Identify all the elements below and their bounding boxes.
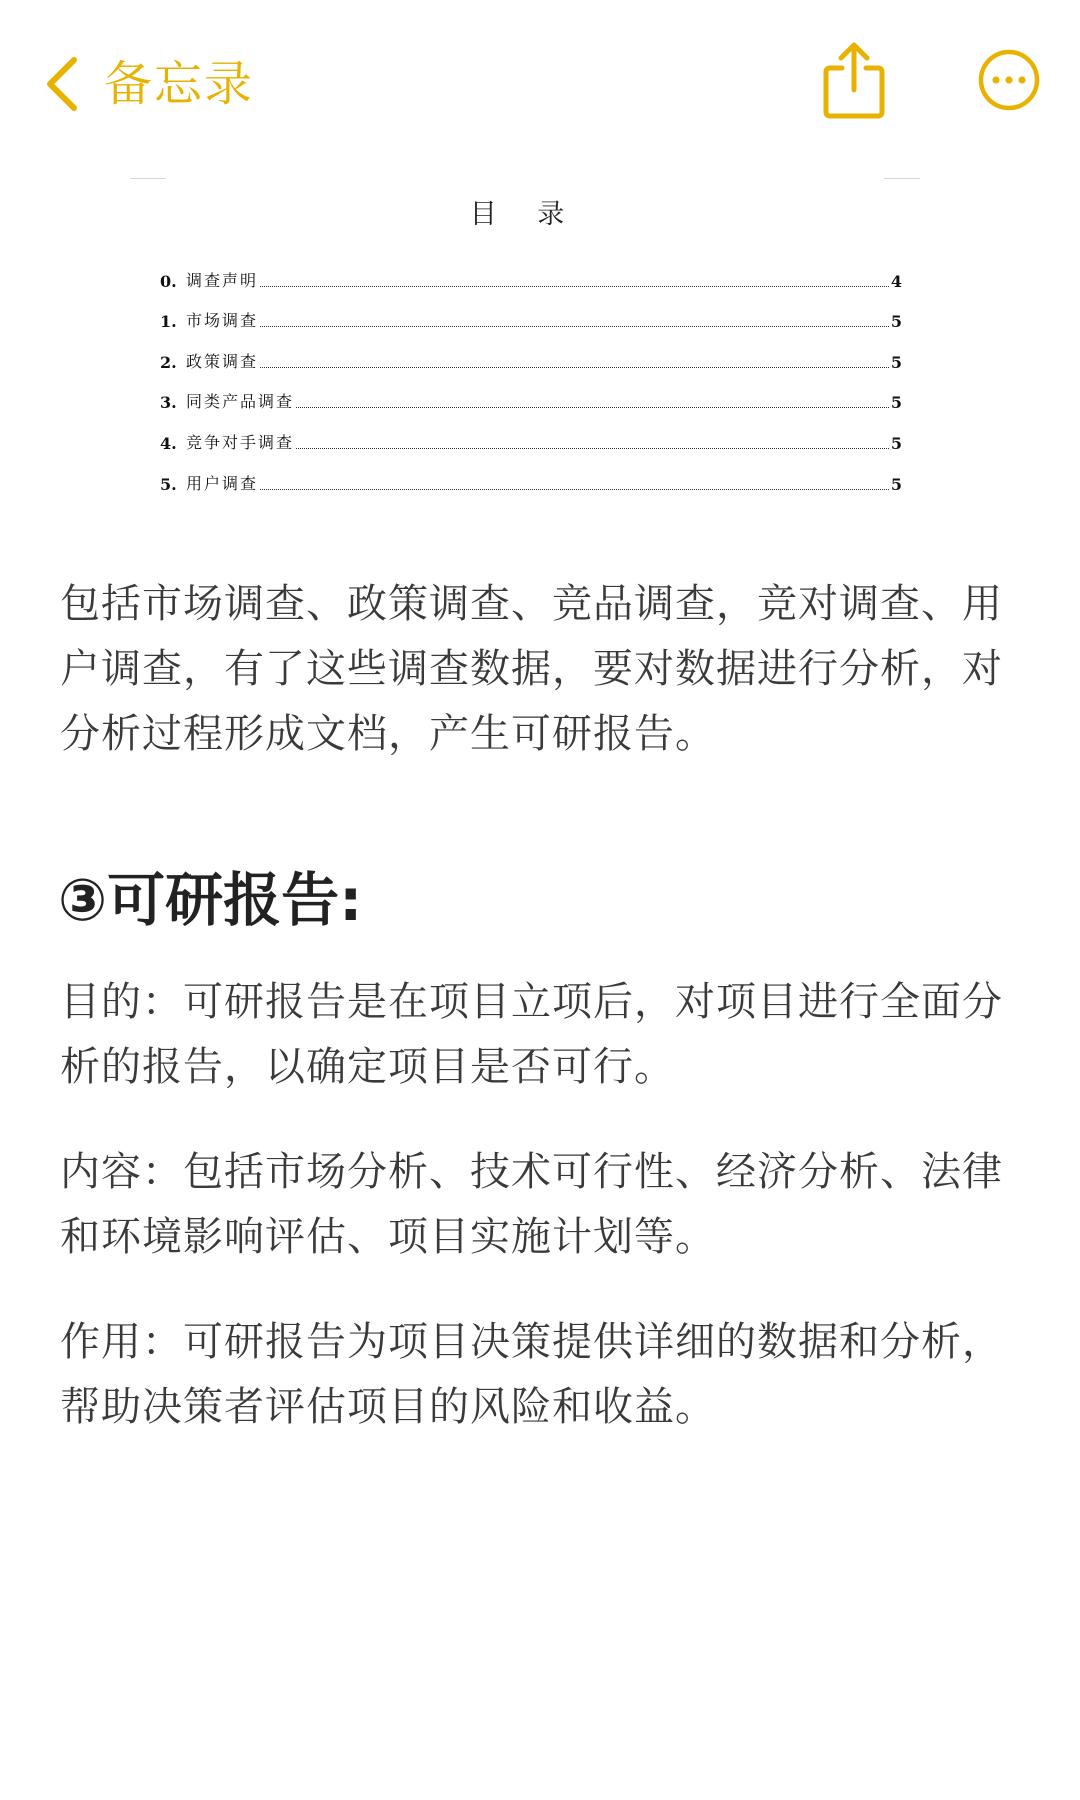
page-edge-mark — [884, 178, 920, 179]
toc-leader-dots — [296, 447, 889, 449]
toc-entry-page: 5 — [890, 312, 902, 332]
back-label: 备忘录 — [104, 56, 255, 112]
toc-entry-number: 1. — [160, 312, 177, 332]
toc-entry-number: 3. — [160, 393, 177, 413]
toc-entry-number: 0. — [160, 271, 177, 291]
toc-entry-label: 调查声明 — [186, 270, 259, 290]
toc-entry-page: 5 — [890, 474, 902, 494]
section-heading: ③可研报告: — [58, 866, 363, 934]
toc-entry — [160, 331, 902, 372]
toc-entry-number: 5. — [160, 474, 177, 494]
toc-title: 目 录 — [469, 199, 581, 230]
toc-entry-page: 5 — [890, 352, 902, 372]
toc-list — [160, 250, 902, 494]
table-of-contents-image — [130, 178, 920, 508]
purpose-paragraph: 目的：可研报告是在项目立项后，对项目进行全面分析的报告，以确定项目是否可行。 — [60, 979, 1003, 1090]
role-paragraph: 作用：可研报告为项目决策提供详细的数据和分析，帮助决策者评估项目的风险和收益。 — [60, 1319, 1003, 1430]
toc-entry-label: 政策调查 — [186, 351, 259, 371]
toc-leader-dots — [260, 488, 889, 490]
toc-leader-dots — [260, 366, 889, 368]
page-edge-mark — [130, 178, 166, 179]
toc-entry-page: 4 — [890, 271, 902, 291]
intro-paragraph: 包括市场调查、政策调查、竞品调查，竞对调查、用户调查，有了这些调查数据，要对数据进行分析，对分析过程形成文档，产生可研报告。 — [60, 581, 1003, 757]
navigation-bar — [0, 0, 1080, 160]
more-icon[interactable] — [978, 49, 1040, 111]
share-icon[interactable] — [820, 40, 888, 120]
toc-entry-label: 竞争对手调查 — [186, 432, 295, 452]
toc-leader-dots — [260, 325, 889, 327]
toc-entry-number: 4. — [160, 433, 177, 453]
toc-leader-dots — [296, 406, 889, 408]
toc-entry — [160, 250, 902, 291]
toc-entry — [160, 291, 902, 332]
toc-leader-dots — [260, 285, 889, 287]
back-button[interactable] — [40, 48, 254, 120]
toc-entry-page: 5 — [890, 393, 902, 413]
toc-entry — [160, 453, 902, 494]
toc-entry-label: 同类产品调查 — [186, 392, 295, 412]
toc-entry-number: 2. — [160, 352, 177, 372]
toc-entry-label: 市场调查 — [186, 311, 259, 331]
toc-entry-page: 5 — [890, 433, 902, 453]
toc-entry — [160, 412, 902, 453]
toc-entry — [160, 372, 902, 413]
chevron-left-icon — [40, 54, 84, 114]
toc-entry-label: 用户调查 — [186, 473, 259, 493]
content-paragraph: 内容：包括市场分析、技术可行性、经济分析、法律和环境影响评估、项目实施计划等。 — [60, 1149, 1003, 1260]
